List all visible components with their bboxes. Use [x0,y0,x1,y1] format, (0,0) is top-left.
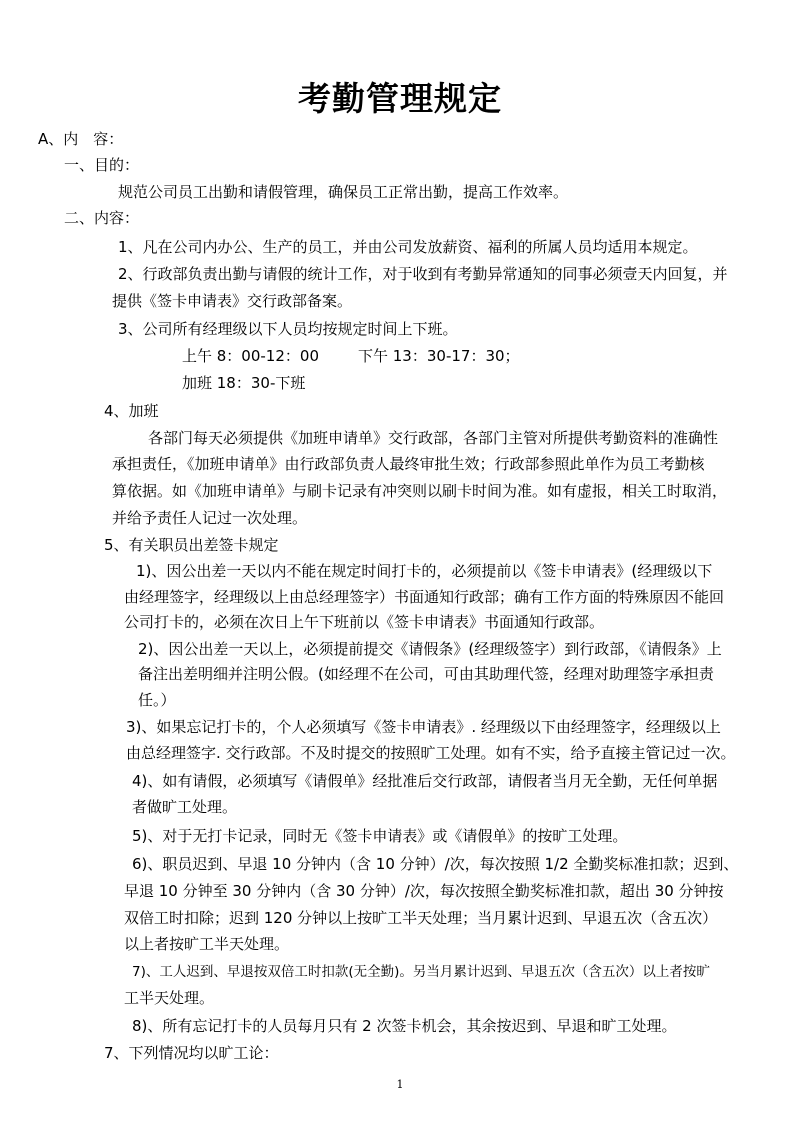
item-5-sub4-line: 者做旷工处理。 [132,798,238,816]
item-5-sub2-line: 任。） [138,691,176,709]
page-number: 1 [396,1078,404,1091]
item-4-heading: 4、加班 [104,402,159,420]
item-5-sub3-line: 由总经理签字. 交行政部。不及时提交的按照旷工处理。如有不实，给予直接主管记过一次。 [126,744,736,762]
item-5-sub1-line: 公司打卡的，必须在次日上午下班前以《签卡申请表》书面通知行政部。 [124,613,605,631]
item-7-heading: 7、下列情况均以旷工论： [104,1044,279,1062]
item-2-line: 提供《签卡申请表》交行政部备案。 [112,292,353,310]
item-2-line: 2、行政部负责出勤与请假的统计工作，对于收到有考勤异常通知的同事必须壹天内回复，并 [118,265,728,283]
item-5-sub1-line: 由经理签字，经理级以上由总经理签字）书面通知行政部；确有工作方面的特殊原因不能回 [124,588,725,606]
item-5-sub6-line: 双倍工时扣除；迟到 120 分钟以上按旷工半天处理；当月累计迟到、早退五次（含五次） [124,909,718,927]
item-5-sub7-line: 7)、工人迟到、早退按双倍工时扣款(无全勤)。另当月累计迟到、早退五次（含五次）以上者按旷 [132,964,710,980]
work-hours-morning: 上午 8：00-12：00 [182,347,319,365]
item-4-line: 算依据。如《加班申请单》与刷卡记录有冲突则以刷卡时间为准。如有虚报，相关工时取消， [112,482,728,500]
item-5-sub6-line: 以上者按旷工半天处理。 [124,935,290,953]
work-hours-overtime: 加班 18：30-下班 [182,374,306,392]
item-5-sub1-line: 1)、因公出差一天以内不能在规定时间打卡的，必须提前以《签卡申请表》(经理级以下 [136,562,713,580]
item-5-sub2-line: 2)、因公出差一天以上，必须提前提交《请假条》(经理级签字）到行政部，《请假条》上 [138,640,722,658]
item-4-line: 承担责任，《加班申请单》由行政部负责人最终审批生效；行政部参照此单作为员工考勤核 [112,455,705,473]
work-hours-afternoon: 下午 13：30-17：30； [358,347,520,365]
item-5-sub7-line: 工半天处理。 [124,989,215,1007]
item-5-sub6-line: 早退 10 分钟至 30 分钟内（含 30 分钟）/次，每次按照全勤奖标准扣款，超出 30 分钟按 [124,882,724,900]
item-5-sub3-line: 3)、如果忘记打卡的，个人必须填写《签卡申请表》. 经理级以下由经理签字，经理级以上 [126,718,721,736]
purpose-text: 规范公司员工出勤和请假管理，确保员工正常出勤，提高工作效率。 [118,183,569,201]
item-3-text: 3、公司所有经理级以下人员均按规定时间上下班。 [118,320,458,338]
item-1: 1、凡在公司内办公、生产的员工，并由公司发放薪资、福利的所属人员均适用本规定。 [118,238,698,256]
section-a-heading: A、内 容： [38,130,124,148]
item-5-sub2-line: 备注出差明细并注明公假。(如经理不在公司，可由其助理代签，经理对助理签字承担责 [138,665,714,683]
item-5-sub8: 8)、所有忘记打卡的人员每月只有 2 次签卡机会，其余按迟到、早退和旷工处理。 [132,1017,677,1035]
document-title: 考勤管理规定 [298,79,502,118]
item-5-sub6-line: 6)、职员迟到、早退 10 分钟内（含 10 分钟）/次，每次按照 1/2 全勤奖标准扣款；迟到、 [132,855,739,873]
item-4-line: 并给予责任人记过一次处理。 [112,509,308,527]
item-5-sub4-line: 4)、如有请假，必须填写《请假单》经批准后交行政部，请假者当月无全勤，无任何单据 [132,772,718,790]
item-4-line: 各部门每天必须提供《加班申请单》交行政部，各部门主管对所提供考勤资料的准确性 [148,429,719,447]
item-5-heading: 5、有关职员出差签卡规定 [104,536,279,554]
item-5-sub5: 5)、对于无打卡记录，同时无《签卡申请表》或《请假单》的按旷工处理。 [132,827,628,845]
content-heading: 二、内容： [64,209,140,227]
purpose-heading: 一、目的： [64,156,140,174]
